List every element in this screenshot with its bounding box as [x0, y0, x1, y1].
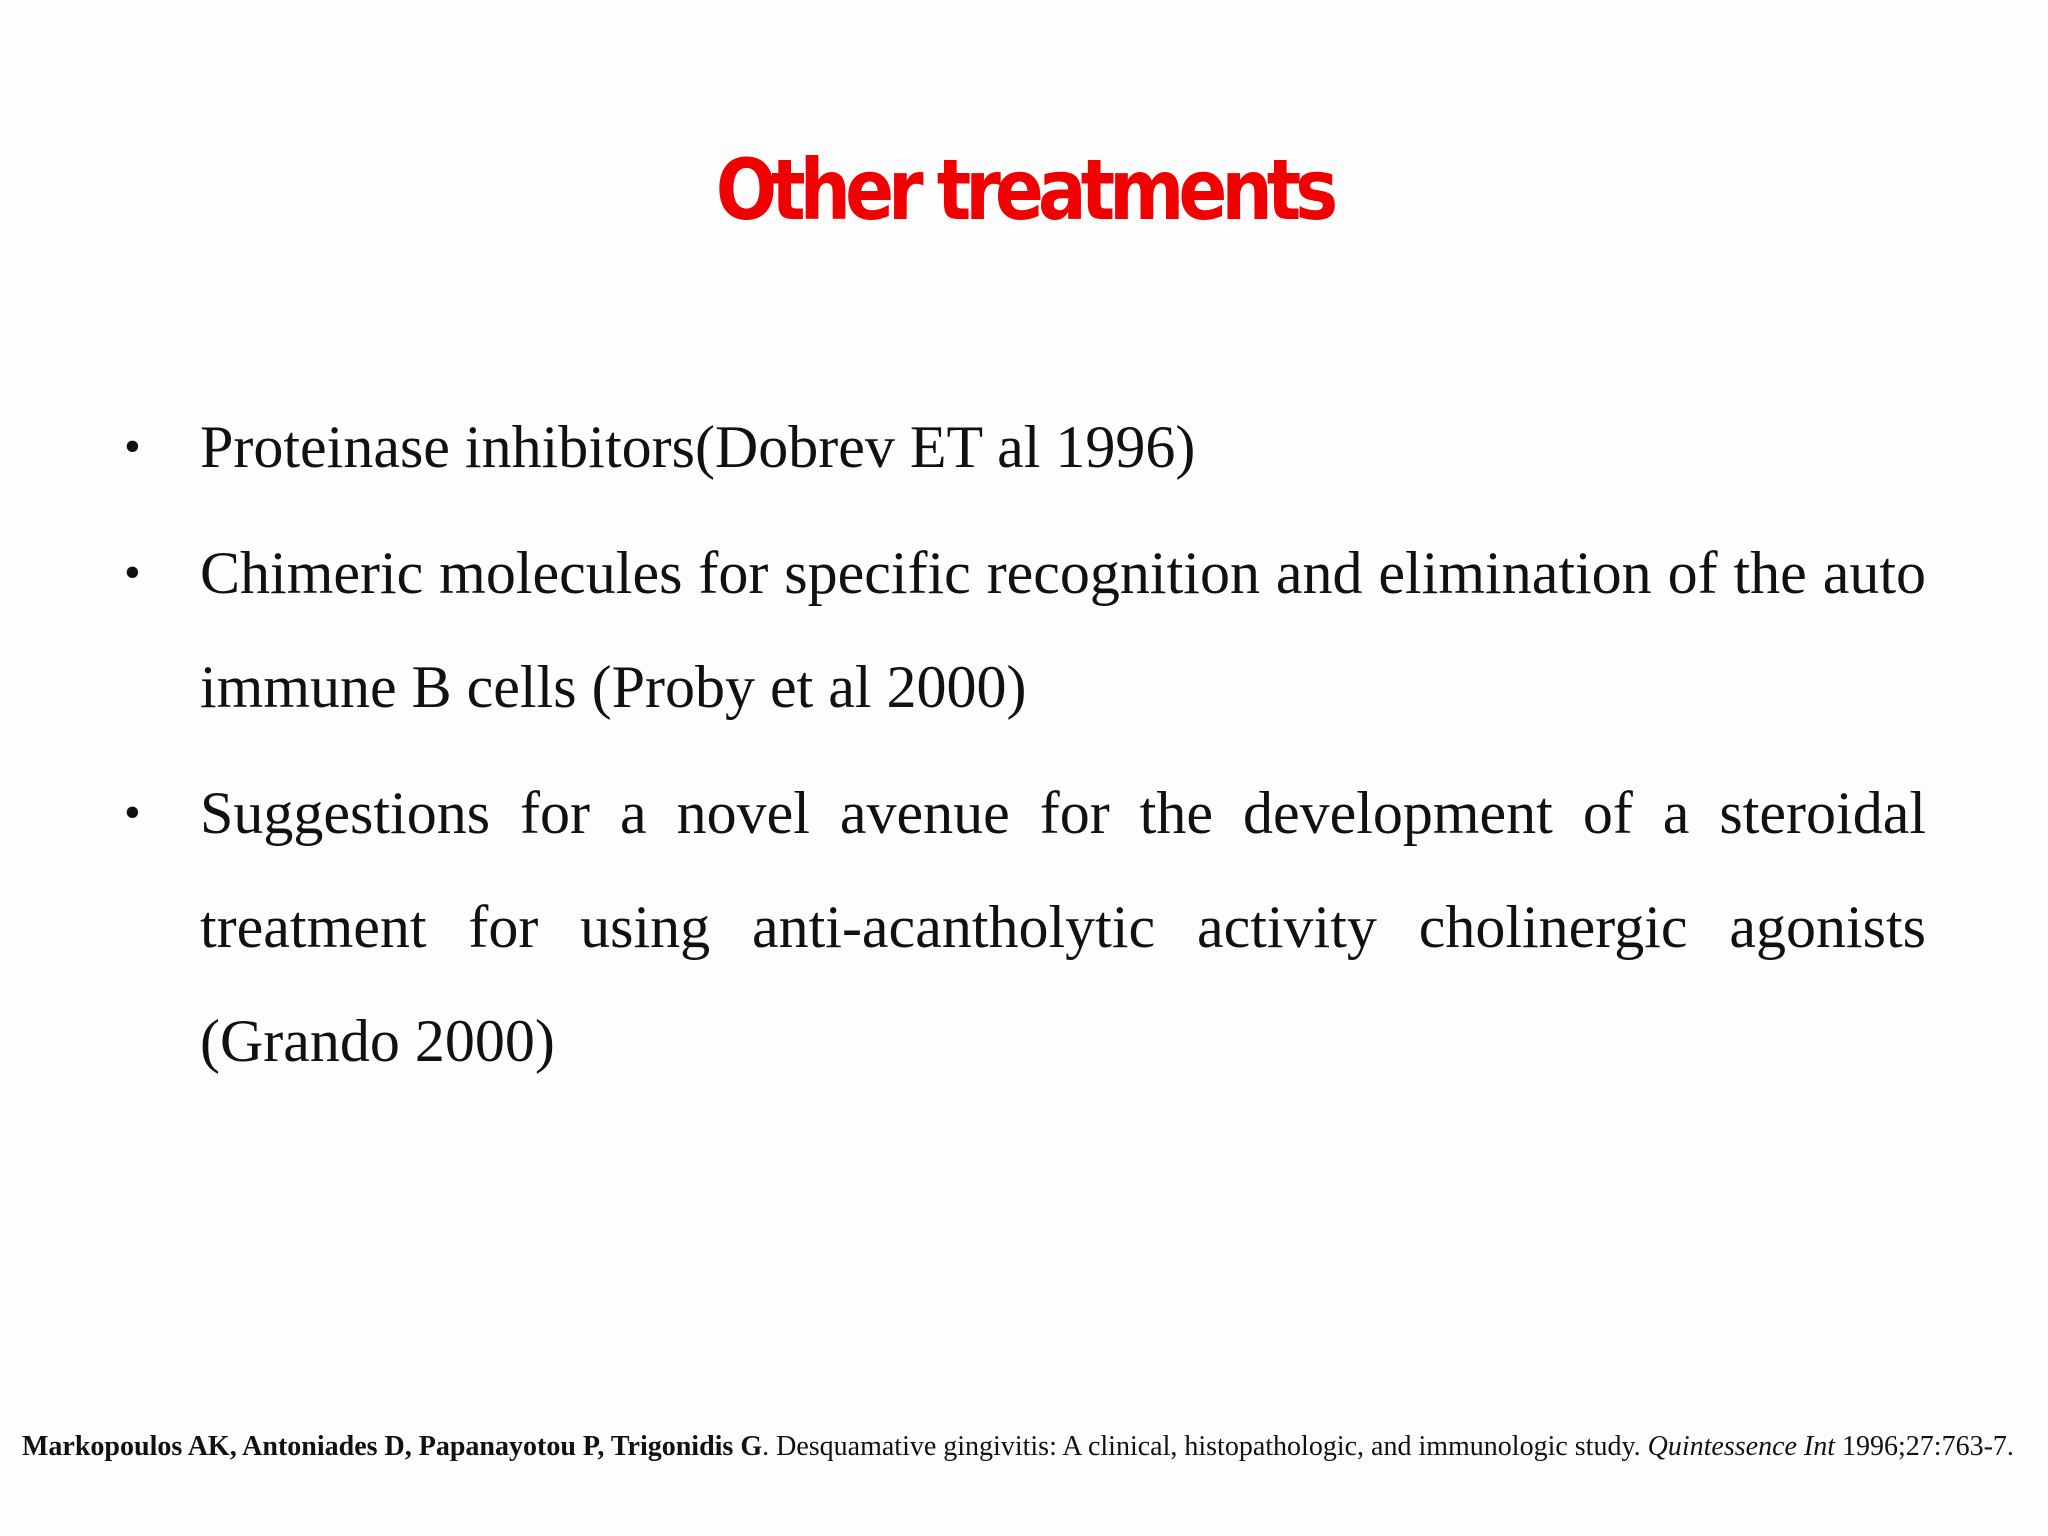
bullet-list — [118, 390, 1926, 1110]
bullet-item — [118, 390, 1926, 504]
bullet-text: Proteinase inhibitors(Dobrev ET al 1996) — [200, 414, 1196, 480]
bullet-text: Suggestions for a novel avenue for the development of a steroidal treatment for using anti-acantholytic activity cholinergic agonists (Grando 2000) — [200, 780, 1926, 1074]
bullet-dot-icon: • — [124, 786, 141, 839]
bullet-text: Chimeric molecules for specific recognition and elimination of the auto immune B cells (Proby et al 2000) — [200, 540, 1926, 720]
reference-volume: 1996;27:763-7. — [1835, 1431, 2014, 1462]
bullet-item — [118, 516, 1926, 744]
reference-journal: Quintessence Int — [1647, 1431, 1836, 1462]
bullet-dot-icon: • — [124, 546, 141, 599]
bullet-dot-icon: • — [124, 420, 141, 473]
bullet-item — [118, 756, 1926, 1098]
reference-title: . Desquamative gingivitis: A clinical, histopathologic, and immunologic study. — [762, 1431, 1648, 1462]
reference-citation — [22, 1420, 2028, 1474]
reference-authors: Markopoulos AK, Antoniades D, Papanayotou P, Trigonidis G — [22, 1431, 763, 1462]
slide-title: Other treatments — [715, 141, 1333, 239]
